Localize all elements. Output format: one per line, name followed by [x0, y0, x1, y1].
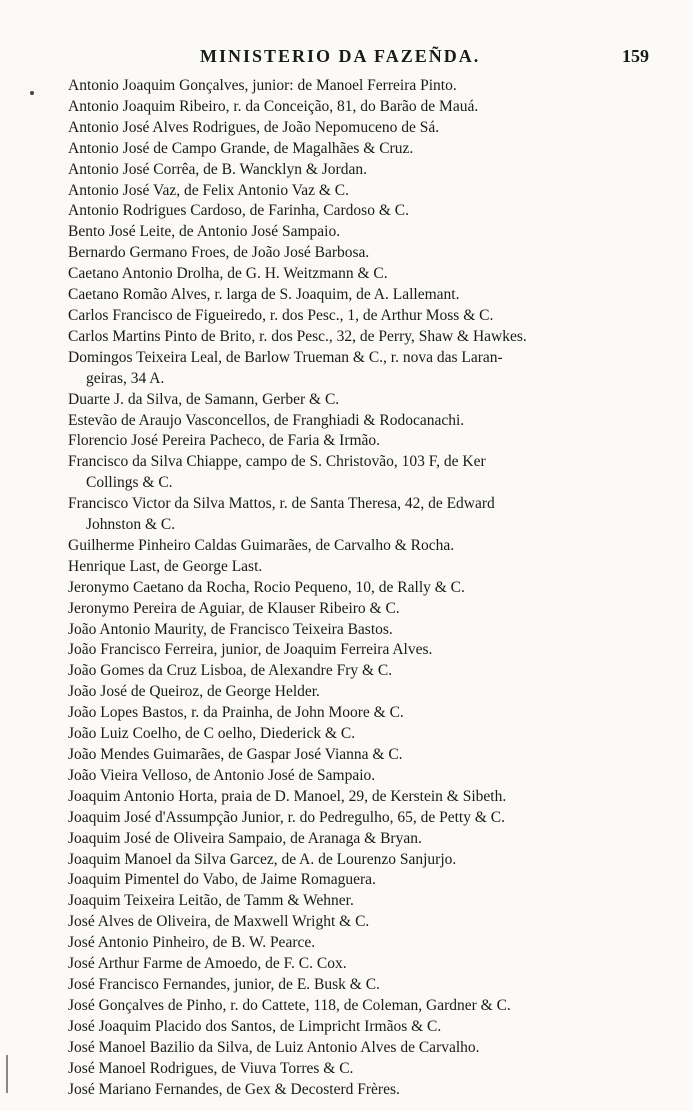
- entry-continuation: Johnston & C.: [86, 516, 176, 534]
- entry-continuation: geiras, 34 A.: [86, 369, 165, 387]
- entry-text: Joaquim José de Oliveira Sampaio, de Aranaga & Bryan.: [68, 829, 422, 847]
- list-item: [68, 494, 640, 536]
- list-item: [68, 620, 640, 641]
- entry-text: José Francisco Fernandes, junior, de E. Busk & C.: [68, 975, 380, 993]
- entry-text: João José de Queiroz, de George Helder.: [68, 683, 320, 701]
- entry-text: Bernardo Germano Froes, de João José Barbosa.: [68, 244, 370, 262]
- list-item: [68, 201, 640, 222]
- entry-text: Joaquim Teixeira Leitão, de Tamm & Wehner.: [68, 892, 354, 910]
- entry-text: Florencio José Pereira Pacheco, de Faria & Irmão.: [68, 432, 381, 450]
- list-item: [68, 118, 640, 139]
- list-item: [68, 306, 640, 327]
- entry-text: João Gomes da Cruz Lisboa, de Alexandre Fry & C.: [68, 662, 393, 680]
- entry-text: Antonio Joaquim Gonçalves, junior: de Manoel Ferreira Pinto.: [68, 77, 457, 94]
- entry-text: Estevão de Araujo Vasconcellos, de Franghiadi & Rodocanachi.: [68, 411, 465, 429]
- running-head: [0, 46, 693, 70]
- entry-text: Caetano Antonio Drolha, de G. H. Weitzmann & C.: [68, 265, 388, 283]
- entry-text: Carlos Francisco de Figueiredo, r. dos Pesc., 1, de Arthur Moss & C.: [68, 306, 494, 324]
- entry-text: Antonio José Alves Rodrigues, de João Nepomuceno de Sá.: [68, 118, 440, 136]
- list-item: [68, 1059, 640, 1080]
- page-number: 159: [622, 46, 649, 66]
- entry-text: Bento José Leite, de Antonio José Sampaio.: [68, 223, 341, 241]
- entry-list: [68, 76, 640, 1100]
- list-item: [68, 933, 640, 954]
- entry-text: Antonio Rodrigues Cardoso, de Farinha, Cardoso & C.: [68, 202, 409, 220]
- entry-text: Antonio José de Campo Grande, de Magalhães & Cruz.: [68, 139, 414, 157]
- entry-text: José Gonçalves de Pinho, r. do Cattete, 118, de Coleman, Gardner & C.: [68, 996, 511, 1014]
- list-item: [68, 578, 640, 599]
- entry-text: Domingos Teixeira Leal, de Barlow Trueman & C., r. nova das Laran-: [68, 348, 503, 366]
- list-item: [68, 431, 640, 452]
- page-title: MINISTERIO DA FAZEÑDA.: [200, 46, 481, 66]
- list-item: [68, 975, 640, 996]
- entry-text: Jeronymo Caetano da Rocha, Rocio Pequeno, 10, de Rally & C.: [68, 578, 465, 596]
- list-item: [68, 348, 640, 390]
- entry-text: Joaquim Pimentel do Vabo, de Jaime Romaguera.: [68, 871, 376, 889]
- list-item: [68, 850, 640, 871]
- entry-text: Jeronymo Pereira de Aguiar, de Klauser Ribeiro & C.: [68, 599, 400, 617]
- list-item: [68, 536, 640, 557]
- list-item: [68, 724, 640, 745]
- entry-text: Francisco da Silva Chiappe, campo de S. Christovão, 103 F, de Ker: [68, 453, 486, 471]
- entry-text: Antonio José Corrêa, de B. Wancklyn & Jordan.: [68, 160, 367, 178]
- entry-text: Joaquim Manoel da Silva Garcez, de A. de Lourenzo Sanjurjo.: [68, 850, 457, 868]
- entry-continuation: Collings & C.: [86, 474, 173, 492]
- list-item: [68, 97, 640, 118]
- entry-text: Joaquim José d'Assumpção Junior, r. do Pedregulho, 65, de Petty & C.: [68, 808, 506, 826]
- entry-text: João Francisco Ferreira, junior, de Joaquim Ferreira Alves.: [68, 641, 433, 659]
- list-item: [68, 160, 640, 181]
- entry-text: João Antonio Maurity, de Francisco Teixeira Bastos.: [68, 620, 393, 638]
- list-item: [68, 829, 640, 850]
- entry-text: Joaquim Antonio Horta, praia de D. Manoel, 29, de Kerstein & Sibeth.: [68, 787, 507, 805]
- entry-text: José Antonio Pinheiro, de B. W. Pearce.: [68, 934, 316, 952]
- list-item: [68, 891, 640, 912]
- entry-text: Duarte J. da Silva, de Samann, Gerber & C.: [68, 390, 340, 408]
- list-item: [68, 264, 640, 285]
- list-item: [68, 599, 640, 620]
- entry-text: José Manoel Rodrigues, de Viuva Torres & C.: [68, 1059, 354, 1077]
- entry-text: José Arthur Farme de Amoedo, de F. C. Cox.: [68, 955, 347, 973]
- list-item: [68, 808, 640, 829]
- entry-text: João Lopes Bastos, r. da Prainha, de John Moore & C.: [68, 704, 404, 722]
- list-item: [68, 640, 640, 661]
- list-item: [68, 1080, 640, 1101]
- list-item: [68, 76, 640, 97]
- list-item: [68, 661, 640, 682]
- list-item: [68, 912, 640, 933]
- list-item: [68, 766, 640, 787]
- list-item: [68, 1017, 640, 1038]
- list-item: [68, 787, 640, 808]
- entry-text: José Joaquim Placido dos Santos, de Limpricht Irmãos & C.: [68, 1017, 442, 1035]
- entry-text: Carlos Martins Pinto de Brito, r. dos Pesc., 32, de Perry, Shaw & Hawkes.: [68, 327, 527, 345]
- list-item: [68, 870, 640, 891]
- list-item: [68, 557, 640, 578]
- entry-text: José Alves de Oliveira, de Maxwell Wright & C.: [68, 913, 370, 931]
- entry-text: José Mariano Fernandes, de Gex & Decosterd Frères.: [68, 1080, 400, 1098]
- list-item: [68, 222, 640, 243]
- list-item: [68, 181, 640, 202]
- list-item: [68, 390, 640, 411]
- list-item: [68, 452, 640, 494]
- entry-text: Antonio Joaquim Ribeiro, r. da Conceição, 81, do Barão de Mauá.: [68, 97, 479, 115]
- list-item: [68, 139, 640, 160]
- entry-text: Caetano Romão Alves, r. larga de S. Joaquim, de A. Lallemant.: [68, 286, 460, 304]
- list-item: [68, 327, 640, 348]
- list-item: [68, 703, 640, 724]
- entry-text: Henrique Last, de George Last.: [68, 557, 263, 575]
- entry-text: João Vieira Velloso, de Antonio José de Sampaio.: [68, 766, 376, 784]
- entry-text: João Luiz Coelho, de C oelho, Diederick & C.: [68, 725, 356, 743]
- entry-text: José Manoel Bazilio da Silva, de Luiz Antonio Alves de Carvalho.: [68, 1038, 480, 1056]
- entry-text: Antonio José Vaz, de Felix Antonio Vaz & C.: [68, 181, 349, 199]
- entry-text: Francisco Victor da Silva Mattos, r. de Santa Theresa, 42, de Edward: [68, 495, 495, 513]
- list-item: [68, 411, 640, 432]
- margin-ink-dot: [30, 91, 34, 95]
- list-item: [68, 1038, 640, 1059]
- list-item: [68, 745, 640, 766]
- list-item: [68, 996, 640, 1017]
- entry-text: João Mendes Guimarães, de Gaspar José Vianna & C.: [68, 746, 403, 763]
- list-item: [68, 682, 640, 703]
- page-edge-mark: [6, 1055, 8, 1093]
- entry-text: Guilherme Pinheiro Caldas Guimarães, de Carvalho & Rocha.: [68, 536, 455, 554]
- list-item: [68, 243, 640, 264]
- list-item: [68, 285, 640, 306]
- list-item: [68, 954, 640, 975]
